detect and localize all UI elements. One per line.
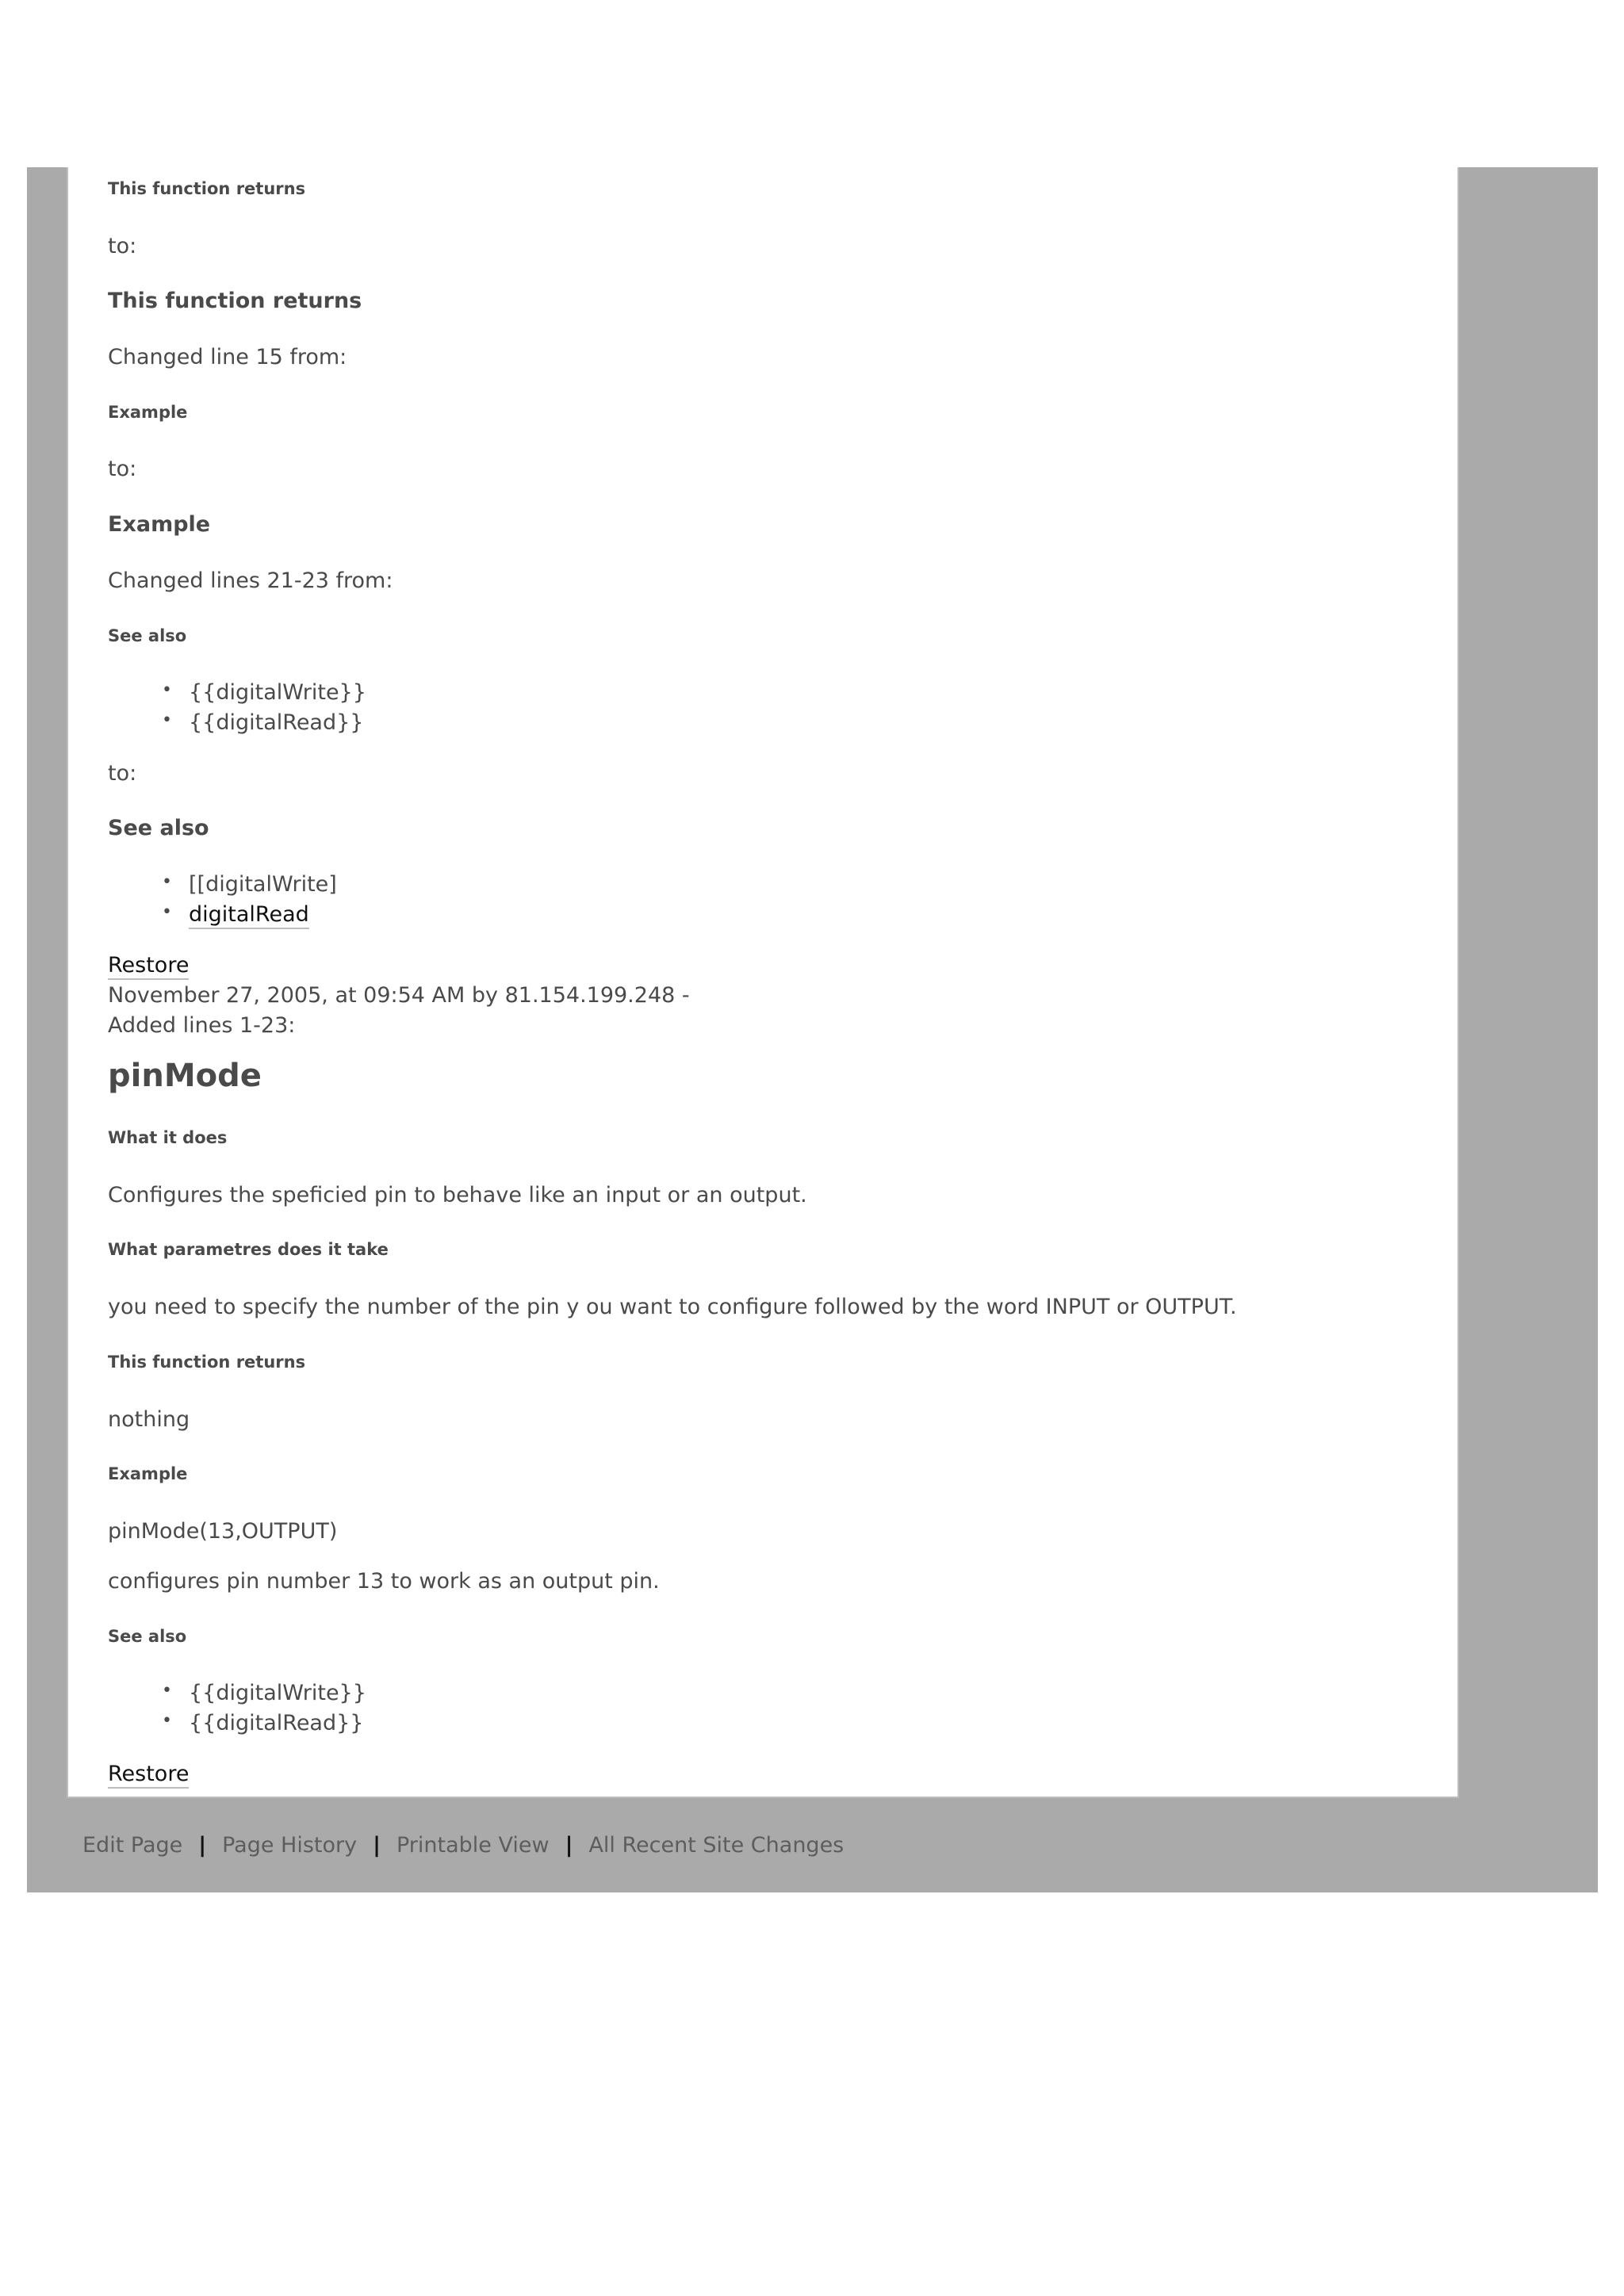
footer-separator: | xyxy=(198,1833,207,1858)
bullet-icon: • xyxy=(162,710,172,730)
list-item xyxy=(162,710,364,735)
changed-lines-text: Changed lines 21-23 from: xyxy=(108,568,393,593)
list-item xyxy=(162,1681,366,1705)
footer-separator: | xyxy=(373,1833,381,1858)
restore-link[interactable]: Restore xyxy=(108,953,189,980)
new-example-heading: Example xyxy=(108,512,211,537)
list-item-text: {{digitalWrite}} xyxy=(189,1681,366,1705)
list-item-text: [[digitalWrite] xyxy=(189,872,337,897)
page-title: pinMode xyxy=(108,1058,262,1094)
example-text: configures pin number 13 to work as an output pin. xyxy=(108,1569,660,1594)
params-heading: What parametres does it take xyxy=(108,1240,389,1259)
list-item xyxy=(162,1711,364,1735)
changed-line-text: Changed line 15 from: xyxy=(108,345,347,369)
page-history-link[interactable]: Page History xyxy=(222,1833,358,1858)
list-item xyxy=(162,680,366,705)
list-item xyxy=(162,902,309,927)
old-returns-heading: This function returns xyxy=(108,179,306,198)
to-label: to: xyxy=(108,457,137,481)
bullet-icon: • xyxy=(162,1681,172,1701)
footer-links xyxy=(82,1835,844,1856)
old-see-also-heading: See also xyxy=(108,626,187,645)
list-item-text: {{digitalRead}} xyxy=(189,710,364,735)
new-see-also-heading: See also xyxy=(108,816,209,840)
what-heading: What it does xyxy=(108,1128,228,1147)
to-label: to: xyxy=(108,761,137,786)
example-heading: Example xyxy=(108,1464,188,1483)
bullet-icon: • xyxy=(162,680,172,700)
page-frame xyxy=(27,167,1598,1892)
edit-page-link[interactable]: Edit Page xyxy=(82,1833,183,1858)
example-code: pinMode(13,OUTPUT) xyxy=(108,1519,338,1544)
new-returns-heading: This function returns xyxy=(108,289,362,313)
returns-text: nothing xyxy=(108,1407,190,1432)
list-item xyxy=(162,872,337,897)
revision-timestamp: November 27, 2005, at 09:54 AM by 81.154.199.248 - xyxy=(108,983,690,1008)
what-text: Configures the speficied pin to behave like an input or an output. xyxy=(108,1183,807,1207)
params-text: you need to specify the number of the pin y ou want to configure followed by the word INPUT or OUTPUT. xyxy=(108,1295,1237,1319)
footer-separator: | xyxy=(565,1833,573,1858)
returns-heading: This function returns xyxy=(108,1353,306,1372)
main-content xyxy=(67,167,1459,1798)
bullet-icon: • xyxy=(162,902,172,922)
list-item-text: {{digitalWrite}} xyxy=(189,680,366,705)
digitalread-link[interactable]: digitalRead xyxy=(189,902,309,929)
recent-changes-link[interactable]: All Recent Site Changes xyxy=(588,1833,845,1858)
added-lines-text: Added lines 1-23: xyxy=(108,1013,296,1038)
to-label: to: xyxy=(108,234,137,258)
restore-link[interactable]: Restore xyxy=(108,1762,189,1789)
printable-view-link[interactable]: Printable View xyxy=(396,1833,550,1858)
bullet-icon: • xyxy=(162,872,172,892)
list-item-text: {{digitalRead}} xyxy=(189,1711,364,1735)
old-example-heading: Example xyxy=(108,403,188,422)
see-also-heading: See also xyxy=(108,1627,187,1646)
bullet-icon: • xyxy=(162,1711,172,1731)
